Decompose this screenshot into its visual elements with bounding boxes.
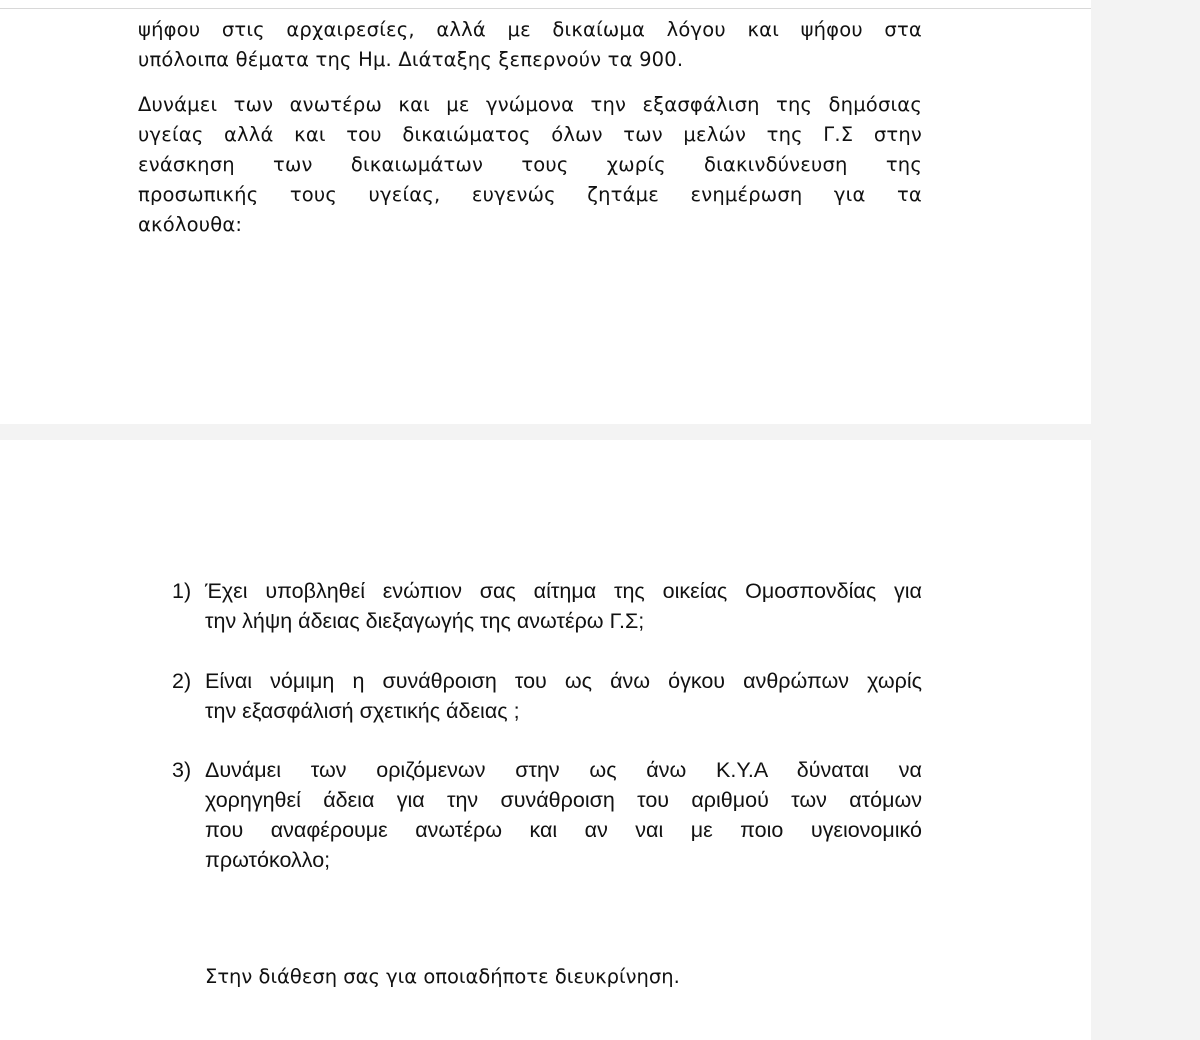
page-top-border	[0, 8, 1091, 9]
text-line: Είναι νόμιμη η συνάθροιση του ως άνω όγκου ανθρώπων χωρίς	[205, 669, 922, 693]
paragraph-1	[138, 15, 922, 75]
list-number: 2)	[172, 669, 192, 693]
text-line: προσωπικής τους υγείας, ευγενώς ζητάμε ενημέρωση για τα	[138, 183, 922, 206]
document-page-2	[0, 440, 1091, 1040]
text-line: υπόλοιπα θέματα της Ημ. Διάταξης ξεπερνούν τα 900.	[138, 48, 684, 71]
text-line: την εξασφάλισή σχετικής άδειας ;	[205, 699, 520, 723]
text-line: ψήφου στις αρχαιρεσίες, αλλά με δικαίωμα λόγου και ψήφου στα	[138, 18, 922, 41]
list-number: 1)	[172, 579, 192, 603]
text-line: Δυνάμει των οριζόμενων στην ως άνω Κ.Υ.Α δύναται να	[205, 758, 922, 782]
text-line: υγείας αλλά και του δικαιώματος όλων των μελών της Γ.Σ στην	[138, 123, 922, 146]
text-line: Έχει υποβληθεί ενώπιον σας αίτημα της οικείας Ομοσπονδίας για	[205, 579, 922, 603]
closing-line: Στην διάθεση σας για οποιαδήποτε διευκρίνηση.	[205, 965, 680, 988]
text-line: που αναφέρουμε ανωτέρω και αν ναι με ποιο υγειονομικό	[205, 818, 922, 842]
text-line: ενάσκηση των δικαιωμάτων τους χωρίς διακινδύνευση της	[138, 153, 922, 176]
text-line: πρωτόκολλο;	[205, 848, 331, 872]
text-line: την λήψη άδειας διεξαγωγής της ανωτέρω Γ.Σ;	[205, 609, 645, 633]
list-number: 3)	[172, 758, 192, 782]
document-page-1	[0, 0, 1091, 424]
paragraph-2	[138, 90, 922, 240]
text-line: ακόλουθα:	[138, 213, 243, 236]
text-line: χορηγηθεί άδεια για την συνάθροιση του αριθμού των ατόμων	[205, 788, 922, 812]
text-line: Δυνάμει των ανωτέρω και με γνώμονα την εξασφάλιση της δημόσιας	[138, 93, 922, 116]
